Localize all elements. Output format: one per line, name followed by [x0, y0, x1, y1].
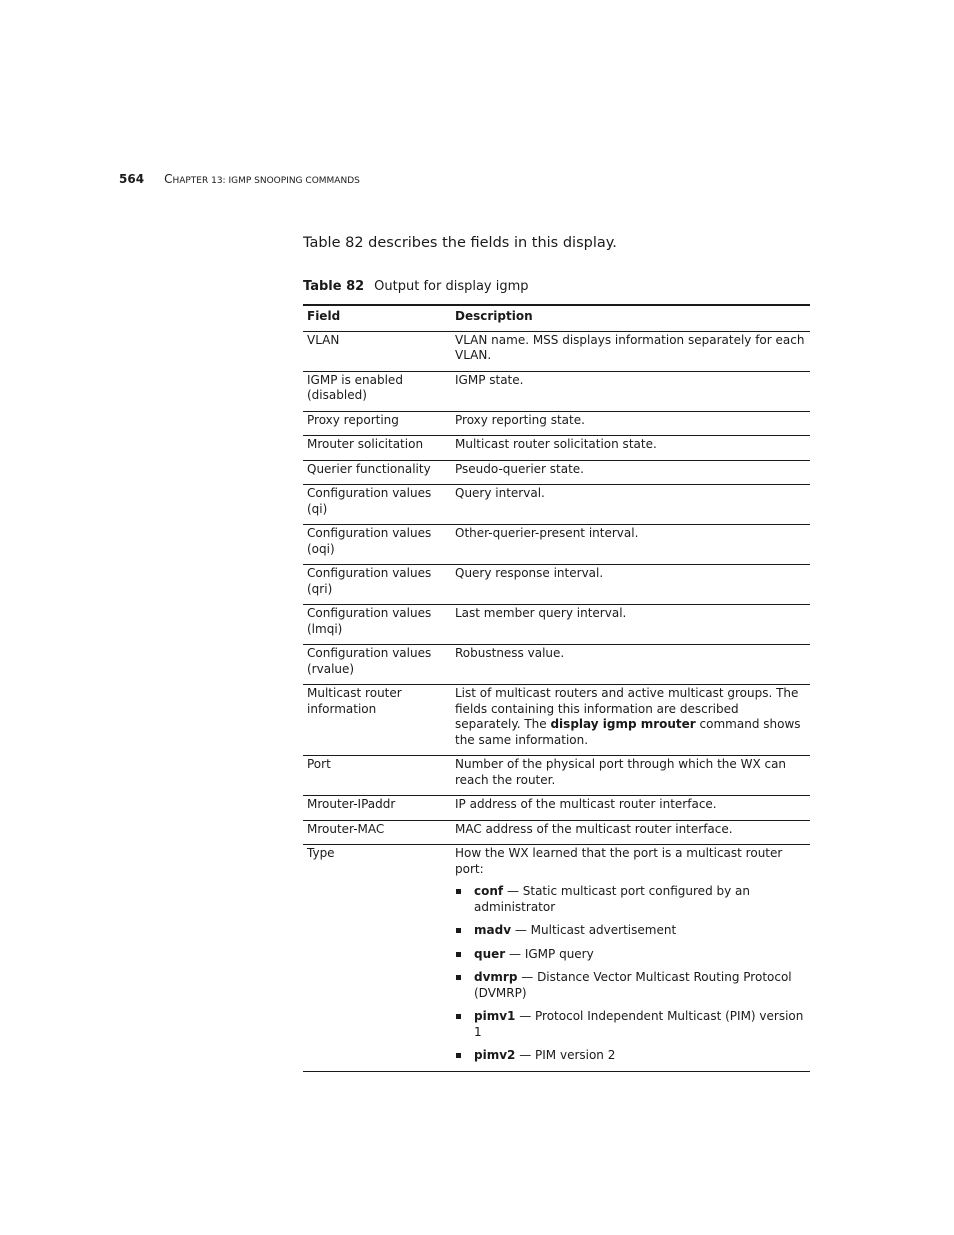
field-cell: Multicast router information — [303, 685, 451, 756]
description-cell — [451, 685, 810, 756]
field-cell: Port — [303, 756, 451, 796]
description-text: Last member query interval. — [455, 606, 627, 620]
list-item — [455, 947, 806, 963]
type-description: — Protocol Independent Multicast (PIM) version 1 — [474, 1009, 804, 1039]
type-keyword: pimv2 — [474, 1048, 516, 1062]
field-cell: Configuration values (oqi) — [303, 525, 451, 565]
type-description: — Distance Vector Multicast Routing Protocol (DVMRP) — [474, 970, 792, 1000]
list-item — [455, 970, 806, 1001]
description-text: Other-querier-present interval. — [455, 526, 639, 540]
type-keyword: conf — [474, 884, 504, 898]
description-cell — [451, 411, 810, 436]
square-bullet-icon — [456, 952, 461, 957]
table-header-row — [303, 305, 810, 331]
description-cell — [451, 820, 810, 845]
description-cell — [451, 796, 810, 821]
square-bullet-icon — [456, 1014, 461, 1019]
header-description: Description — [451, 305, 810, 331]
table-row — [303, 565, 810, 605]
description-text: VLAN name. MSS displays information separately for each VLAN. — [455, 332, 805, 362]
field-cell: Configuration values (rvalue) — [303, 645, 451, 685]
description-text: List of multicast routers and active multicast groups. The fields containing this information are described separately. The — [455, 686, 799, 731]
description-cell — [451, 485, 810, 525]
description-cell — [451, 756, 810, 796]
description-text: Number of the physical port through which the WX can reach the router. — [455, 757, 787, 787]
list-item — [455, 1048, 806, 1064]
table-row — [303, 411, 810, 436]
description-cell — [451, 371, 810, 411]
table-row — [303, 331, 810, 371]
table-caption-title: Output for display igmp — [374, 279, 529, 294]
type-keyword: quer — [474, 946, 506, 961]
table-row — [303, 820, 810, 845]
type-keyword: dvmrp — [474, 970, 518, 984]
field-cell: IGMP is enabled (disabled) — [303, 371, 451, 411]
type-description: — PIM version 2 — [515, 1048, 616, 1062]
type-description: — Static multicast port configured by an administrator — [474, 884, 750, 914]
table-row — [303, 796, 810, 821]
square-bullet-icon — [456, 889, 461, 894]
description-text: IP address of the multicast router interface. — [455, 797, 717, 811]
description-cell — [451, 845, 810, 1072]
type-description: — IGMP query — [505, 946, 594, 961]
description-text: Proxy reporting state. — [455, 412, 585, 427]
field-cell: Mrouter solicitation — [303, 436, 451, 461]
table-row — [303, 685, 810, 756]
field-cell: Querier functionality — [303, 460, 451, 485]
table-caption — [303, 279, 529, 294]
type-keyword: madv — [474, 923, 512, 937]
field-cell: Mrouter-IPaddr — [303, 796, 451, 821]
description-text: MAC address of the multicast router interface. — [455, 821, 733, 836]
square-bullet-icon — [456, 928, 461, 933]
type-keyword: pimv1 — [474, 1009, 516, 1023]
list-item — [455, 1009, 806, 1040]
description-text: How the WX learned that the port is a multicast router port: — [455, 846, 783, 876]
description-cell — [451, 565, 810, 605]
description-cell — [451, 436, 810, 461]
table-row — [303, 436, 810, 461]
table-row — [303, 460, 810, 485]
description-text: Query response interval. — [455, 566, 604, 580]
square-bullet-icon — [456, 1053, 461, 1058]
chapter-title: CHAPTER 13: IGMP SNOOPING COMMANDS — [164, 172, 360, 186]
field-cell: Configuration values (lmqi) — [303, 605, 451, 645]
table-row — [303, 756, 810, 796]
field-cell: Type — [303, 845, 451, 1072]
table-row — [303, 605, 810, 645]
field-cell: Configuration values (qri) — [303, 565, 451, 605]
fields-table — [303, 304, 810, 1072]
list-item — [455, 923, 806, 939]
field-cell: VLAN — [303, 331, 451, 371]
header-field: Field — [303, 305, 451, 331]
description-cell — [451, 645, 810, 685]
running-header — [119, 172, 360, 186]
table-row — [303, 485, 810, 525]
description-cell — [451, 460, 810, 485]
command-name: display igmp mrouter — [550, 717, 696, 731]
list-item — [455, 884, 806, 915]
field-cell: Proxy reporting — [303, 411, 451, 436]
description-text: Pseudo-querier state. — [455, 461, 584, 476]
field-cell: Mrouter-MAC — [303, 820, 451, 845]
type-description: — Multicast advertisement — [511, 923, 677, 937]
description-cell — [451, 331, 810, 371]
field-cell: Configuration values (qi) — [303, 485, 451, 525]
type-bullet-list — [455, 884, 806, 1064]
page-number: 564 — [119, 172, 145, 186]
intro-paragraph: Table 82 describes the fields in this display. — [303, 235, 617, 251]
description-text: Robustness value. — [455, 646, 565, 660]
description-cell — [451, 605, 810, 645]
table-caption-label: Table 82 — [303, 279, 365, 294]
description-text: Query interval. — [455, 486, 545, 500]
table-row — [303, 645, 810, 685]
square-bullet-icon — [456, 975, 461, 980]
table-body — [303, 331, 810, 1071]
description-text: Multicast router solicitation state. — [455, 437, 657, 451]
description-text: command shows the same information. — [455, 717, 801, 747]
description-cell — [451, 525, 810, 565]
description-text: IGMP state. — [455, 372, 524, 387]
table-row — [303, 525, 810, 565]
table-row — [303, 371, 810, 411]
table-row — [303, 845, 810, 1072]
